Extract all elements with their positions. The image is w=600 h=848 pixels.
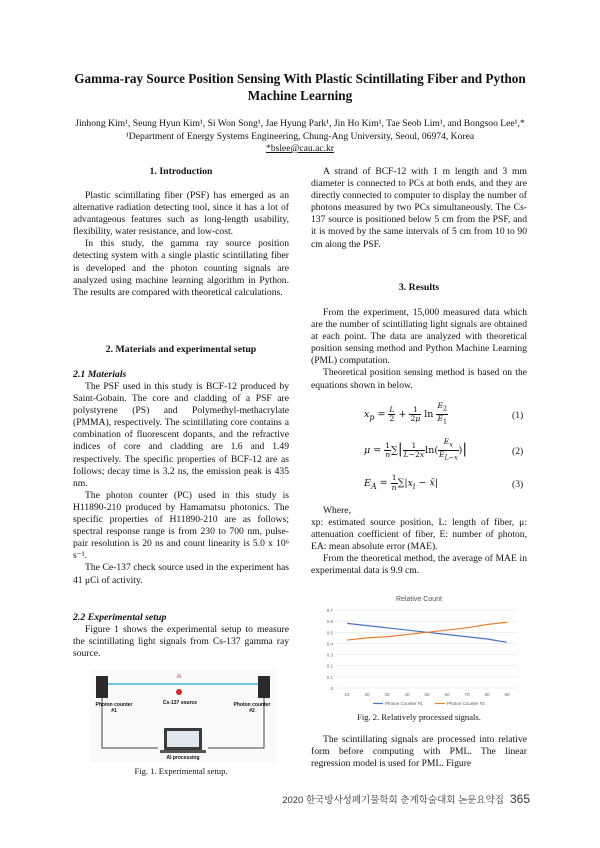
section-materials-heading: 2. Materials and experimental setup bbox=[105, 344, 257, 355]
intro-paragraph-2: In this study, the gamma ray source position detecting system with a single plastic scintillating fiber is developed and the photon counting signals are analyzed using machine learning algorithm in Python. The results are compared with theoretical calculations. bbox=[73, 238, 289, 298]
equation-3-number: (3) bbox=[512, 479, 524, 490]
introduction-body bbox=[73, 190, 289, 299]
subsection-materials-heading: 2.1 Materials bbox=[73, 369, 127, 380]
x-tick-label: 60 bbox=[444, 692, 450, 697]
source-label: Cs-137 source bbox=[162, 700, 198, 706]
x-tick-label: 40 bbox=[404, 692, 410, 697]
figure-1-caption: Fig. 1. Experimental setup. bbox=[134, 766, 228, 776]
x-tick-label: 90 bbox=[504, 692, 510, 697]
subsection-setup-heading: 2.2 Experimental setup bbox=[73, 612, 167, 623]
where-block bbox=[311, 505, 527, 578]
y-tick-label: 0.5 bbox=[326, 630, 333, 636]
setup-diagram bbox=[90, 670, 276, 762]
photon-counter-2-icon bbox=[258, 676, 270, 698]
footer-text: 2020 한국방사성폐기물학회 춘계학술대회 논문요약집 bbox=[282, 795, 504, 806]
ai-processing-label: AI processing bbox=[166, 755, 200, 761]
y-tick-label: 0.3 bbox=[326, 652, 333, 658]
where-label: Where, bbox=[323, 505, 351, 516]
x-tick-label: 10 bbox=[344, 692, 350, 697]
page-footer bbox=[282, 792, 530, 806]
results-continued bbox=[311, 734, 527, 770]
materials-body bbox=[73, 381, 289, 587]
equation-1: $x_p$ = $\frac{L}{2}$ + $\frac{1}{2\mu}$ ln $\frac{E_2}{E_1}$ bbox=[364, 401, 448, 426]
y-tick-label: 0.4 bbox=[326, 641, 333, 647]
equation-3: $E_A$ = $\frac{1}{n}$ $\sum|x_i$ − x̄| bbox=[364, 473, 438, 492]
author-block bbox=[40, 118, 560, 156]
setup-paragraph-1: Figure 1 shows the experimental setup to measure the scintillating light signals from Cs-137 gamma ray source. bbox=[73, 624, 289, 660]
y-tick-label: 0.6 bbox=[326, 619, 333, 625]
equation-2-number: (2) bbox=[512, 446, 524, 457]
equation-1-number: (1) bbox=[512, 410, 524, 421]
legend-label-2: Photon Counter #2 bbox=[447, 701, 485, 706]
results-paragraph-1: From the experiment, 15,000 measured data which are the number of scintillating light signals are obtained at each point. The data are analyzed with theoretical position sensing method and Python Machine Learning (PML) computation. bbox=[311, 307, 527, 367]
series-line-2 bbox=[347, 622, 507, 640]
figure-2-chart bbox=[313, 590, 525, 710]
y-tick-label: 0 bbox=[330, 686, 333, 691]
materials-paragraph-1: The PSF used in this study is BCF-12 produced by Saint-Gobain. The core and cladding of a PSF are polystyrene (PS) and Polymethyl-methacrylate (PMMA), respectively. The scintillating core contains a combination of fluorescent dopants, and the refractive indices of core and cladding are 1.6 and 1.49 respectively. The specific properties of BCF-12 are as follows; decay time is 3.2 ns, the emission peak is 435 nm. bbox=[73, 381, 289, 489]
setup-body bbox=[73, 624, 289, 660]
y-tick-label: 0.7 bbox=[326, 608, 333, 613]
chart-title: Relative Count bbox=[396, 596, 442, 603]
x-tick-label: 70 bbox=[464, 692, 470, 697]
x-tick-label: 20 bbox=[364, 692, 370, 697]
results-paragraph-2: Theoretical position sensing method is based on the equations shown in below. bbox=[311, 367, 527, 391]
source-icon bbox=[176, 689, 182, 695]
setup-paragraph-2: A strand of BCF-12 with 1 m length and 3 mm diameter is connected to PCs at both ends, and they are directly connected to computer to display the number of photons measured by two PCs simultaneously. The Cs-137 source is positioned below 5 cm from the PSF, and it is moved by the same intervals of 5 cm from 10 to 90 cm along the PSF. bbox=[311, 166, 527, 250]
photon-counter-2-label: Photon counter #2 bbox=[233, 702, 271, 714]
photon-counter-1-label: Photon counter #1 bbox=[95, 702, 133, 714]
x-tick-label: 80 bbox=[484, 692, 490, 697]
page-number: 365 bbox=[509, 792, 530, 806]
x-tick-label: 30 bbox=[384, 692, 390, 697]
affiliation: ¹Department of Energy Systems Engineering, Chung-Ang University, Seoul, 06974, Korea bbox=[125, 130, 475, 142]
photon-counter-1-icon bbox=[96, 676, 108, 698]
x-tick-label: 50 bbox=[424, 692, 430, 697]
where-definitions: xp: estimated source position, L: length of fiber, μ: attenuation coefficient of fiber, E: number of photon, EA: mean absolute error (MAE). bbox=[311, 517, 527, 553]
results-paragraph-3: From the theoretical method, the average of MAE in experimental data is 9.9 cm. bbox=[311, 553, 527, 577]
equation-2: μ = $\frac{1}{n}$ ∑| $\frac{1}{L-2x}$ ln( $\frac{E_x}{E_{L-x}}$ )| bbox=[364, 437, 468, 462]
y-tick-label: 0.1 bbox=[326, 674, 333, 680]
materials-paragraph-3: The Ce-137 check source used in the experiment has 41 μCi of activity. bbox=[73, 562, 289, 586]
section-introduction-heading: 1. Introduction bbox=[149, 166, 213, 177]
section-results-heading: 3. Results bbox=[398, 282, 440, 293]
results-paragraph-4: The scintillating signals are processed into relative form before computing with PML. The linear regression model is used for PML. Figure bbox=[311, 734, 527, 770]
materials-paragraph-2: The photon counter (PC) used in this study is H11890-210 produced by Hamamatsu photonics. The specific properties of H11890-210 are as follows; spectral response range is from 230 to 700 nm, pulse-pair resolution is 20 ns and count linearity is 5.0 x 10⁶ s⁻¹. bbox=[73, 489, 289, 562]
results-body bbox=[311, 307, 527, 392]
figure-1-experimental-setup bbox=[90, 670, 276, 762]
paper-title: Gamma-ray Source Position Sensing With Plastic Scintillating Fiber and Python Machine Learning bbox=[74, 71, 526, 103]
email-link[interactable]: *bslee@cau.ac.kr bbox=[266, 143, 334, 154]
figure-2-caption: Fig. 2. Relatively processed signals. bbox=[357, 712, 481, 722]
y-tick-label: 0.2 bbox=[326, 663, 333, 669]
setup-continued bbox=[311, 166, 527, 251]
intro-paragraph-1: Plastic scintillating fiber (PSF) has emerged as an alternative radiation detecting tool, since it has a lot of advantageous features such as long-length usability, flexibility, water resistance, and low-cost. bbox=[73, 190, 289, 238]
legend-label-1: Photon Counter #1 bbox=[385, 701, 423, 706]
author-list: Jinhong Kim¹, Seung Hyun Kim¹, Si Won Song¹, Jae Hyung Park¹, Jin Ho Kim¹, Tae Seob Lim¹, and Bongsoo Lee¹,* bbox=[75, 118, 525, 129]
relative-count-chart bbox=[313, 590, 525, 710]
svg-text:⁂: ⁂ bbox=[176, 674, 182, 680]
